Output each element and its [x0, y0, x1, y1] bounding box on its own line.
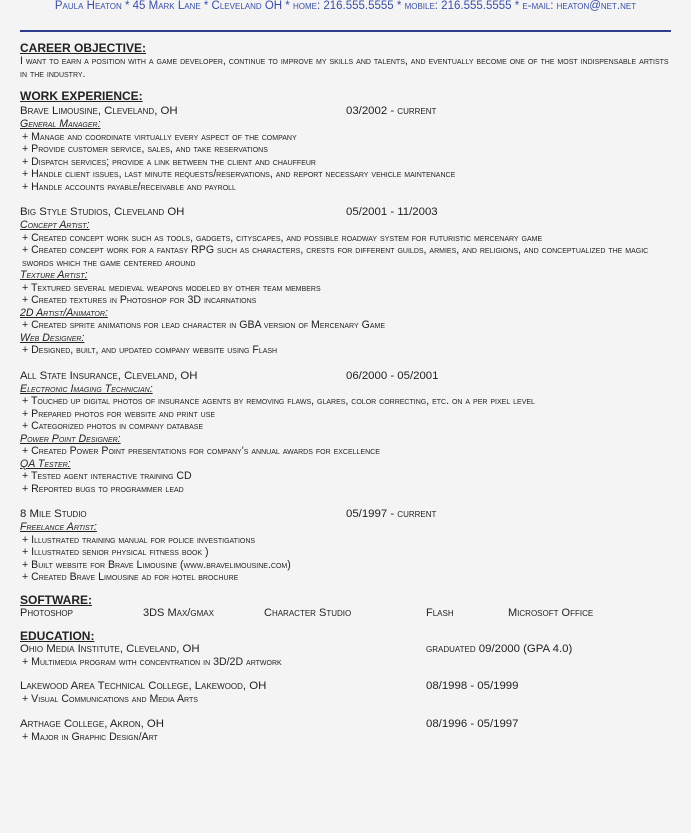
school-name: Ohio Media Institute, Cleveland, OH: [20, 642, 200, 655]
job-role: Power Point Designer:: [20, 432, 121, 445]
job-bullet: + Dispatch services; provide a link between the client and chauffeur: [22, 155, 316, 168]
job-list: [20, 105, 671, 584]
job-company: Big Style Studios, Cleveland OH: [20, 206, 185, 218]
job-bullet: + Reported bugs to programmer lead: [22, 482, 184, 495]
job-role: Concept Artist:: [20, 219, 90, 231]
school-header: [20, 643, 671, 656]
job-bullet: + Handle client issues, last minute requests/reservations, and report necessary vehicle maintenance: [22, 168, 456, 180]
job-bullet: + Created concept work for a fantasy RPG such as characters, crests for different guilds, armies, and religions, and conceptualized the magic swords which the game centered around: [22, 244, 649, 269]
career-objective-text: I want to earn a position with a game developer, continue to improve my skills and talents, and eventually become one of the most indispensable artists in the industry.: [20, 55, 669, 80]
job-bullet: + Created Power Point presentations for company's annual awards for excellence: [22, 445, 380, 457]
software-item: Microsoft Office: [508, 606, 594, 619]
job-bullet: + Illustrated senior physical fitness book ): [22, 546, 209, 558]
job-entry: [20, 105, 671, 193]
software-item: Flash: [426, 606, 454, 619]
job-bullet: + Categorized photos in company database: [22, 420, 204, 432]
job-role: 2D Artist/Animator:: [20, 306, 108, 319]
job-role: Electronic Imaging Technician:: [20, 382, 153, 395]
school-list: [20, 643, 671, 744]
career-objective-section: [20, 42, 671, 80]
job-dates: 06/2000 - 05/2001: [346, 369, 439, 382]
software-item: Character Studio: [264, 606, 352, 619]
job-bullet: + Illustrated training manual for police investigations: [22, 533, 256, 546]
school-header: [20, 718, 671, 731]
software-title: SOFTWARE:: [20, 592, 92, 607]
job-role: Freelance Artist:: [20, 521, 97, 533]
career-objective-title: CAREER OBJECTIVE:: [20, 41, 147, 55]
school-name: Arthage College, Akron, OH: [20, 717, 165, 730]
job-bullet: + Tested agent interactive training CD: [22, 470, 192, 482]
software-list: [20, 607, 671, 620]
job-role: General Manager:: [20, 118, 101, 130]
job-header: [20, 105, 671, 118]
job-bullet: + Handle accounts payable/receivable and payroll: [22, 180, 236, 193]
software-item: 3DS Max/gmax: [143, 606, 214, 619]
job-dates: 05/2001 - 11/2003: [346, 206, 438, 218]
job-entry: [20, 206, 671, 357]
school-entry: [20, 643, 671, 669]
job-bullet: + Built website for Brave Limousine (www.bravelimousine.com): [22, 558, 291, 571]
job-bullet: + Touched up digital photos of insurance agents by removing flaws, glares, color correcting, etc. on a per pixel level: [22, 395, 535, 407]
job-role: Texture Artist:: [20, 269, 88, 281]
school-dates: graduated 09/2000 (GPA 4.0): [426, 642, 573, 655]
school-detail: + Multimedia program with concentration in 3D/2D artwork: [22, 655, 282, 668]
job-company: Brave Limousine, Cleveland, OH: [20, 105, 178, 117]
school-name: Lakewood Area Technical College, Lakewood, OH: [20, 680, 267, 692]
job-dates: 05/1997 - current: [346, 508, 437, 520]
school-header: [20, 680, 671, 693]
job-bullet: + Created concept work such as tools, gadgets, cityscapes, and possible roadway system for futuristic mercenary game: [22, 231, 543, 244]
job-entry: [20, 508, 671, 584]
job-bullet: + Textured several medieval weapons modeled by other team members: [22, 281, 321, 294]
software-section: [20, 594, 671, 620]
software-item: Photoshop: [20, 606, 73, 619]
job-bullet: + Manage and coordinate virtually every aspect of the company: [22, 130, 297, 143]
contact-header: Paula Heaton * 45 Mark Lane * Cleveland OH * home: 216.555.5555 * mobile: 216.555.5555 * e-mail: heaton@net.net: [54, 0, 637, 12]
job-header: [20, 508, 671, 521]
job-company: All State Insurance, Cleveland, OH: [20, 369, 198, 382]
school-entry: [20, 680, 671, 706]
job-bullet: + Created sprite animations for lead character in GBA version of Mercenary Game: [22, 319, 385, 331]
job-header: [20, 370, 671, 383]
school-entry: [20, 718, 671, 744]
job-bullet: + Created textures in Photoshop for 3D incarnations: [22, 294, 257, 306]
job-bullet: + Provide customer service, sales, and take reservations: [22, 143, 268, 155]
school-dates: 08/1996 - 05/1997: [426, 717, 519, 730]
header-divider: [20, 30, 671, 32]
job-bullet: + Prepared photos for website and print use: [22, 407, 216, 420]
school-detail: + Visual Communications and Media Arts: [22, 693, 198, 705]
job-dates: 03/2002 - current: [346, 105, 437, 117]
education-title: EDUCATION:: [20, 628, 95, 643]
job-company: 8 Mile Studio: [20, 508, 87, 520]
work-experience-section: [20, 90, 671, 584]
job-entry: [20, 370, 671, 496]
job-bullet: + Created Brave Limousine ad for hotel brochure: [22, 571, 239, 583]
school-dates: 08/1998 - 05/1999: [426, 680, 519, 692]
job-role: Web Designer:: [20, 331, 85, 344]
job-header: [20, 206, 671, 219]
job-bullet: + Designed, built, and updated company website using Flash: [22, 344, 278, 356]
work-experience-title: WORK EXPERIENCE:: [20, 89, 143, 103]
education-section: [20, 630, 671, 744]
job-role: QA Tester:: [20, 457, 71, 470]
school-detail: + Major in Graphic Design/Art: [22, 730, 158, 743]
